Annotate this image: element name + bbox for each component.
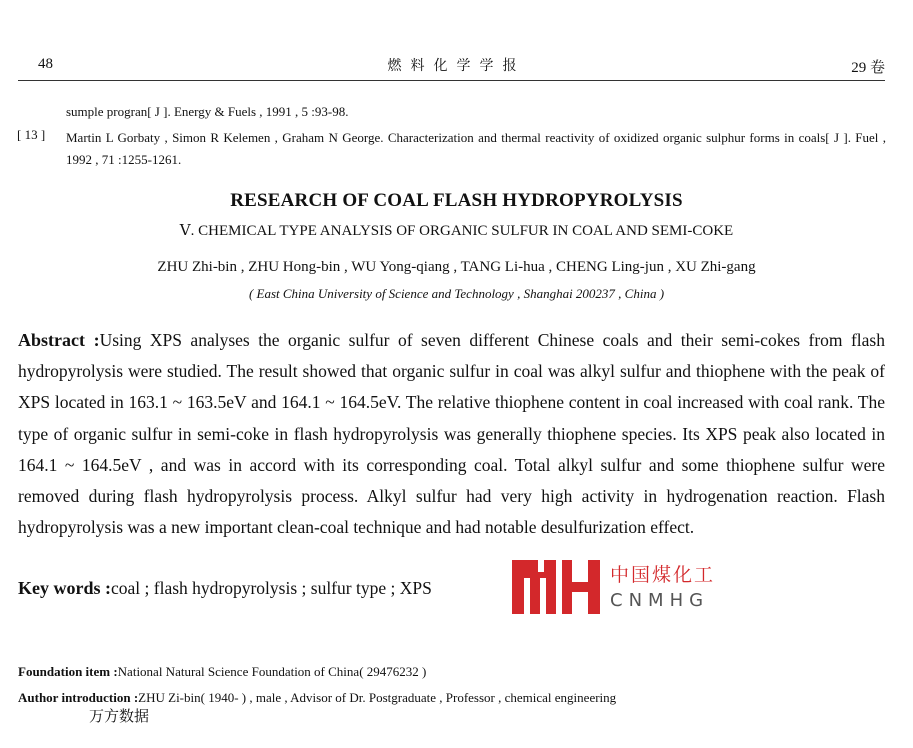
abstract — [18, 325, 885, 543]
reference-number: [ 13 ] — [17, 127, 46, 142]
author-introduction — [18, 690, 616, 706]
paper-subtitle: Ⅴ. CHEMICAL TYPE ANALYSIS OF ORGANIC SULFUR IN COAL AND SEMI-COKE — [179, 223, 734, 239]
author-intro-text: ZHU Zi-bin( 1940- ) , male , Advisor of Dr. Postgraduate , Professor , chemical engineering — [138, 690, 617, 705]
header-rule — [18, 80, 885, 81]
foundation-item — [18, 664, 426, 680]
reference-13: Martin L Gorbaty , Simon R Kelemen , Graham N George. Characterization and thermal reactivity of oxidized organic sulphur forms in coals[ J ]. Fuel , 1992 , 71 :1255-1261. — [66, 130, 886, 167]
reference-12-continuation: sumple progran[ J ]. Energy & Fuels , 1991 , 5 :93-98. — [66, 104, 349, 119]
foundation-text: National Natural Science Foundation of China( 29476232 ) — [117, 664, 427, 679]
paper-title: RESEARCH OF COAL FLASH HYDROPYROLYSIS — [230, 190, 683, 211]
author-intro-label: Author introduction : — [18, 690, 139, 705]
journal-title: 燃料化学学报 — [387, 58, 526, 74]
page-number: 48 — [38, 56, 53, 72]
keywords-text: coal ; flash hydropyrolysis ; sulfur type ; XPS — [111, 578, 432, 598]
author-list: ZHU Zhi-bin , ZHU Hong-bin , WU Yong-qiang , TANG Li-hua , CHENG Ling-jun , XU Zhi-gang — [157, 259, 756, 275]
logo-english-text: CNMHG — [610, 590, 710, 611]
keywords-label: Key words : — [18, 578, 111, 598]
keywords — [18, 573, 885, 604]
abstract-label: Abstract : — [18, 330, 100, 350]
wanfang-watermark: 万方数据 — [89, 707, 150, 725]
affiliation: ( East China University of Science and Technology , Shanghai 200237 , China ) — [248, 286, 665, 301]
logo-chinese-text: 中国煤化工 — [610, 564, 716, 586]
abstract-text: Using XPS analyses the organic sulfur of seven different Chinese coals and their semi-cokes from flash hydropyrolysis were studied. The result showed that organic sulfur in coal was alkyl sulfur and thiophene with the peak of XPS located in 163.1 ~ 163.5eV and 164.1 ~ 164.5eV. The relative thiophene content in coal increased with coal rank. The type of organic sulfur in semi-coke in flash hydropyrolysis was generally thiophene species. Its XPS peak also located in 164.1 ~ 164.5eV , and was in accord with its corresponding coal. Total alkyl sulfur and some thiophene sulfur were removed during flash hydropyrolysis process. Alkyl sulfur had very high activity in hydrogenation reaction. Flash hydropyrolysis was a new important clean-coal technique and had notable desulfurization effect. — [18, 330, 885, 538]
cnmhg-logo-mark — [510, 556, 602, 618]
volume-label: 29 卷 — [851, 60, 885, 76]
cnmhg-logo — [510, 556, 720, 618]
foundation-label: Foundation item : — [18, 664, 118, 679]
